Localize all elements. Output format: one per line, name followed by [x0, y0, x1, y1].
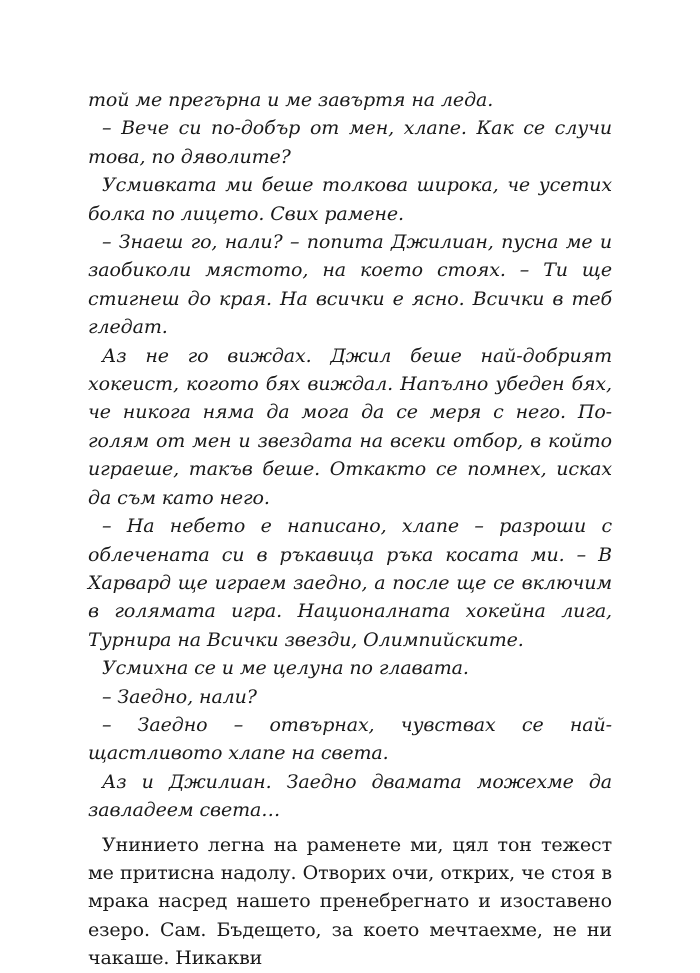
- paragraph: – Вече си по-добър от мен, хлапе. Как се случи това, по дяволите?: [88, 117, 612, 168]
- paragraph: Унинието легна на раменете ми, цял тон тежест ме притисна надолу. Отворих очи, открих, че стоя в мрака насред нашето пренебрегнато и изоставено езеро. Сам. Бъдещето, за което мечтаехме, не ни чакаше. Никакви: [88, 833, 612, 970]
- paragraph: Аз и Джилиан. Заедно двамата можехме да завладеем света…: [88, 770, 612, 822]
- paragraph: – Знаеш го, нали? – попита Джилиан, пусна ме и заобиколи мястото, на което стоях. – Ти ще стигнеш до края. На всички е ясно. Всички в теб гледат.: [88, 231, 612, 339]
- paragraph: Аз не го виждах. Джил беше най-добрият хокеист, когото бях виждал. Напълно убеден бях, че никога няма да мога да се меря с него. По-голям от мен и звездата на всеки отбор, в който играеше, такъв беше. Откакто се помнех, исках да съм като него.: [88, 344, 612, 509]
- paragraph: – Заедно, нали?: [102, 685, 257, 708]
- paragraph: Усмихна се и ме целуна по главата.: [102, 657, 469, 680]
- book-page: [88, 86, 612, 973]
- paragraph: той ме прегърна и ме завъртя на леда.: [88, 89, 494, 111]
- paragraph: Усмивката ми беше толкова широка, че усетих болка по лицето. Свих рамене.: [88, 174, 612, 225]
- paragraph: – На небето е написано, хлапе – разроши с облечената си в ръкавица ръка косата ми. – В Харвард ще играем заедно, а после ще се включим в голямата игра. Националната хокейна лига, Турнира на Всички звезди, Олимпийските.: [88, 515, 612, 651]
- paragraph: – Заедно – отвърнах, чувствах се най-щастливото хлапе на света.: [88, 713, 612, 765]
